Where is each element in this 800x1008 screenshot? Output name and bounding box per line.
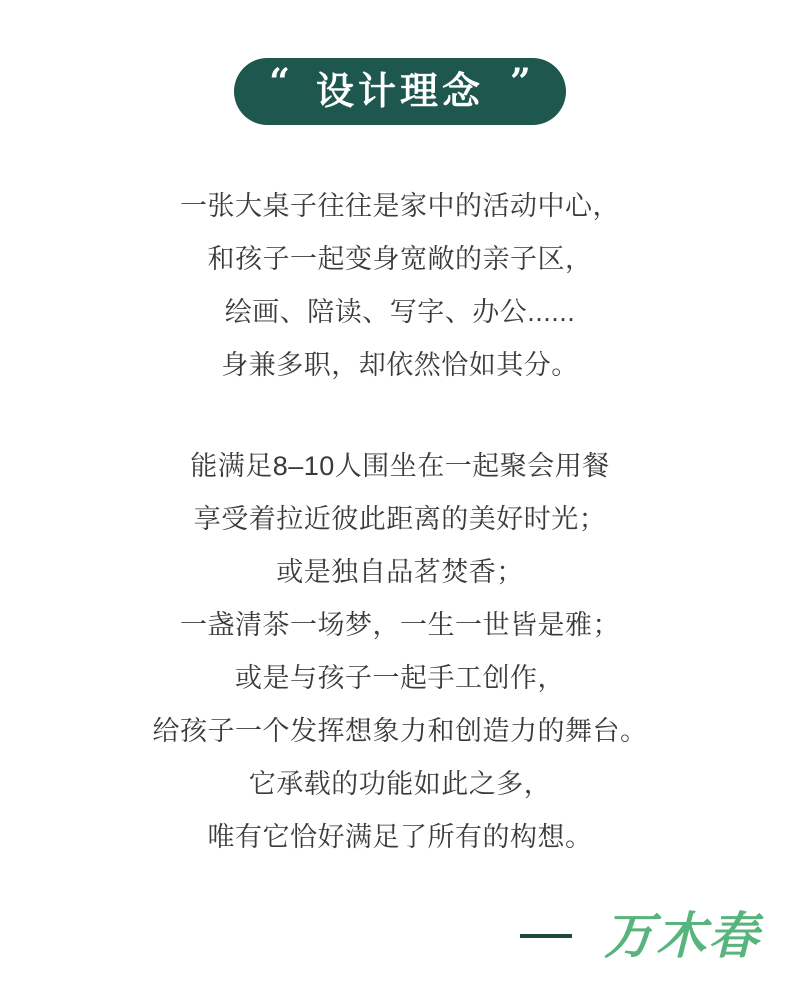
open-quote-mark: “ <box>269 60 290 103</box>
paragraph-2-line: 或是与孩子一起手工创作， <box>235 663 565 693</box>
brand-signature <box>520 903 760 969</box>
paragraph-1-line: 和孩子一起变身宽敞的亲子区， <box>207 244 593 274</box>
paragraph-2-line: 它承载的功能如此之多， <box>248 769 552 799</box>
paragraph-2-line: 给孩子一个发挥想象力和创造力的舞台。 <box>152 716 648 746</box>
section-title-badge <box>234 58 566 125</box>
paragraph-2-line: 唯有它恰好满足了所有的构想。 <box>207 822 593 852</box>
paragraph-2-line: 一盏清茶一场梦，一生一世皆是雅； <box>180 610 620 640</box>
close-quote-mark: ” <box>510 60 531 103</box>
brand-name: 万木春 <box>604 906 760 965</box>
signature-dash <box>520 934 572 938</box>
paragraph-2 <box>0 440 800 864</box>
paragraph-1-line: 身兼多职，却依然恰如其分。 <box>221 350 579 380</box>
paragraph-1 <box>0 180 800 392</box>
paragraph-2-line: 或是独自品茗焚香； <box>276 557 524 587</box>
paragraph-1-line: 一张大桌子往往是家中的活动中心， <box>180 191 620 221</box>
paragraph-1-line: 绘画、陪读、写字、办公...... <box>224 297 576 327</box>
paragraph-2-line: 能满足8–10人围坐在一起聚会用餐 <box>190 451 610 481</box>
paragraph-2-line: 享受着拉近彼此距离的美好时光； <box>193 504 607 534</box>
section-title: 设计理念 <box>315 70 484 113</box>
